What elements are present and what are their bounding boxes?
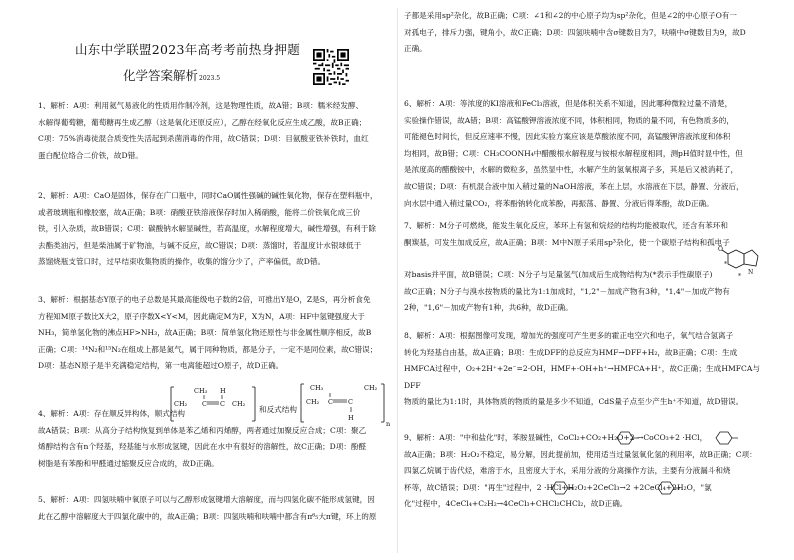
answer-line: NH₃，简单氢化物的沸点HF>NH₃，故A正确；B项：简单氢化物还原性与非金属性顺序相反，故B [38,328,372,338]
answer-line: 9、解析：A项："中和盐化"时，苯胺显碱性，CoCl₂+CO₂+H₂O+2 →CoCO₃+2 ·HCl， [404,433,708,442]
answer-line: 四氯乙烷属于齿代烃，难溶于水，且密度大于水，采用分液的分离操作方法，主要有分液漏斗和烧 [404,466,731,476]
answer-line: 转化为羟基自由基，故A正确；B项：生成DFF的总反应为HMF→DFF+H₂，故B正确；C项：生成 [404,347,738,357]
trans-n: n [386,420,391,428]
answer-line: 2种，"1,6"－加成产物有1种，共6种，故D正确。 [404,303,573,313]
answer-q4 [38,406,390,472]
chiral-star: * [724,261,727,268]
answer-q3 [38,292,390,375]
hydrogenated-product-structure [718,246,762,286]
answer-line: 烯醇结构含有n个羟基，羟基能与水形成氢键，因此在水中有很好的溶解性，故C正确；D项：酚醛 [38,442,367,452]
trans-h: H [348,414,354,422]
subtitle-text: 化学答案解析 [123,68,199,83]
trans-c-right: C [348,398,353,406]
answer-line: 可能褪色时间长，但反应速率不慢，因此实验方案应该是草酸浓度不同，高锰酸钾溶液浓度和体积 [404,132,731,142]
qr-code-icon [313,49,349,85]
trans-ch3: CH₃ [310,384,324,392]
cis-ch2-right: CH₂ [232,400,246,408]
answer-line: 蛋白配位络合二价铁，故D错。 [38,150,143,160]
answer-line: HMFCA过程中，O₂+2H⁺+2e⁻=2·OH，HMF+·OH+h⁺→HMFCA+H⁺，故C正确；生成HMFCA与DFF [404,364,760,390]
aniline-ring-icon [611,429,641,447]
answer-q5-continued [404,8,760,58]
answer-line: 是浓度高的醋酸铵中，水解的微粒多，虽然显中性，水解产生的氢氧根离子多，其是后又被消耗了， [404,165,739,175]
answer-line: 故C错误；D项：有机混合液中加入稍过量的NaOH溶液，苯在上层，水溶液在下层，静置、分液后， [404,181,744,191]
answer-line: D项：基态N原子是半充满稳定结构，第一电离能超过O原子，故D正确。 [38,361,284,371]
answer-line [404,251,760,267]
column-divider [397,8,398,553]
page-subtitle [123,66,220,84]
answer-q5 [38,492,390,525]
trans-c-left: C [328,398,333,406]
answer-line: 酮羰基，可发生加成反应，故A正确；B项：M中N原子采用sp³杂化，使一个碳原子结构和孤电子 [404,237,730,247]
answer-line: 正确；C项：¹⁴N₂和¹⁵N₂在组成上都是氮气，属于同种物质，都是分子，一定不是同位素，故C错误； [38,344,378,354]
answer-q1 [38,98,390,164]
answer-line: 3、解析：根据基态Y原子的电子总数是其最高能级电子数的2倍，可推出Y是O，Z是S，再分析食免 [38,295,371,304]
trans-ch2-left: CH₂ [306,398,320,406]
aniline-ring-icon [710,429,740,447]
answer-line: 树脂是有苯酚和甲醛通过缩聚反应合成的，故D正确。 [38,458,219,468]
aniline-ring-icon [546,479,576,497]
answer-line: 5、解析：A项：四氢呋喃中氧原子可以与乙醇形成氢键增大溶解度，而与四氢化碳不能形成氢键，因 [38,495,375,504]
answer-line: 物质的量比为1:1时，具体物质的物质的量是多少不知道，CdS量子点至少产生h⁺不知道，故D错误。 [404,397,744,407]
answer-q2 [38,188,390,271]
answer-line: 正确。 [404,44,427,54]
trans-label: 和反式结构 [259,405,297,414]
answer-line: 故C正确；N分子与溴水按物质的量比为1:1加成时，"1,2"－加成产物有3种，"1,4"－加成产物有 [404,286,730,296]
answer-line: 2、解析：A项：CaO是固体，保存在广口瓶中，同时CaO属性强碱的碱性氧化物，保存在塑料瓶中， [38,191,378,200]
answer-line: 或者玻璃瓶和橡胶塞，故A正确；B项：硝酸亚铁溶液保存时加入稀硝酸，能将二价铁氧化成三价 [38,207,361,217]
answer-line: 铁，引入杂质，故B错误；C项：碳酸钠水解显碱性，若高温度，水解程度增大，碱性增强，有利于除 [38,224,376,234]
cis-ch2-left: CH₂ [174,400,188,408]
answer-line: 对孤电子，排斥力强，键角小，故C正确；D项：四氢呋喃中含σ键数目为7，呋喃中σ键数目为9，故D [404,27,746,37]
answer-line: 蒸馏烧瓶支管口时，过早结束收集物质的操作，收集的馏分少了，产率偏低，故D错。 [38,257,326,267]
answer-line: C项：75%消毒徒混合质变性失活起到杀菌消毒的作用，故C错误；D项：目氨酸亚铁补铁时，血红 [38,134,369,144]
chiral-star: * [738,273,741,280]
answer-line: 4、解析：A项：存在顺反异构体，顺式结构 [38,409,186,418]
answer-line: 子都是采用sp²杂化，故B正确；C项：∠1和∠2的中心原子均为sp²杂化，但是∠2的中心原子O有一 [404,11,737,20]
aniline-ring-icon [652,479,682,497]
answer-line: 故A错误；B项：从高分子结构恢复到单体是苯乙烯和丙烯醇，两者通过加聚反应合成；C项：聚乙 [38,425,367,435]
date-tag: 2023.5 [199,75,221,82]
answer-q6 [404,96,760,212]
answer-line: 此在乙醇中溶解度大于四氯化碳中的，故A正确；B项：四氢呋喃和呋喃中都含有π⁶₅大π键，环上的原 [38,511,377,521]
answer-line: 水解得葡萄糖，葡萄糖再生成乙醇（这是氧化还原反应），乙醇在经氧化反应生成乙酸，故B正确； [38,117,367,127]
answer-line: 7、解析：M分子可燃烧，能发生氧化反应，苯环上有氢和烷烃的结构均能被取代，还含有苯环和 [404,221,728,230]
answer-line: 实验操作错误，故A错；B项：高锰酸钾溶液浓度不同，体积相同，物质的量不同，有色物质多的， [404,115,734,125]
cis-h: H [220,387,226,395]
cis-ch3: CH₃ [194,387,208,395]
answer-line: 1、解析：A项：利用氦气易液化的性质用作制冷剂，这是物理性质，故A错；B项：糯米经发酵、 [38,101,364,110]
cis-c-left: C [202,400,207,408]
molecule-o-label: O [718,246,723,253]
answer-line: 化"过程中，4CeCl₄+C₂H₂→4CeCl₃+CHCl₂CHCl₂，故D正确。 [404,499,628,509]
answer-line: 均相同，故B错；C项：CH₃COONH₄中醋酸根水解程度与铵根水解程度相同，测pH值时显中性，但 [404,148,743,158]
answer-line: 8、解析：A项：根据图像可发现，增加光的强度可产生更多的霍正电空穴和电子，氧气结合氢离子 [404,331,734,340]
answer-line: 对basis并平面，故B错误；C项：N分子与足量氢气(加成后生成物结构为(*表示手性碳原子) [404,270,713,280]
cis-c-right: C [220,400,225,408]
answer-line: 故A正确；B项：H₂O₂不稳定，易分解，因此提前加，使用适当过量氢氧化氢的利用率，故B正确；C项： [404,449,757,459]
answer-line: 杯等，故C错误；D项："再生"过程中，2 ·HCl+H₂O₂+2CeCl₃→2 +2CeCl₄+2H₂O，"氯 [404,482,712,492]
answer-q9 [404,430,760,513]
answer-line: 6、解析：A项：等浓度的KI溶液和FeCl₃溶液，但是体积关系不知道，因此哪种微粒过量不清楚， [404,99,733,108]
molecule-n-label: N [748,269,754,276]
answer-q7 [404,218,760,317]
answer-line: 去酯类油污，但是柴油属于矿物油，与碱不反应，故C错误；D项：蒸馏时，若温度计水银球低于 [38,240,362,250]
answer-q8 [404,328,760,411]
page-title: 山东中学联盟2023年高考考前热身押题 [75,42,301,57]
answer-line: 向水层中通入稍过量CO₂，将苯酚钠转化成苯酚，再振荡、静置、分液后得苯酚，故D正确。 [404,198,714,208]
trans-ch2-right: CH₂ [364,384,378,392]
answer-line: 方程知M原子数比X大2，原子序数X<Y<M，因此确定M为F，X为N，A项：HF中氢键强度大于 [38,311,365,321]
